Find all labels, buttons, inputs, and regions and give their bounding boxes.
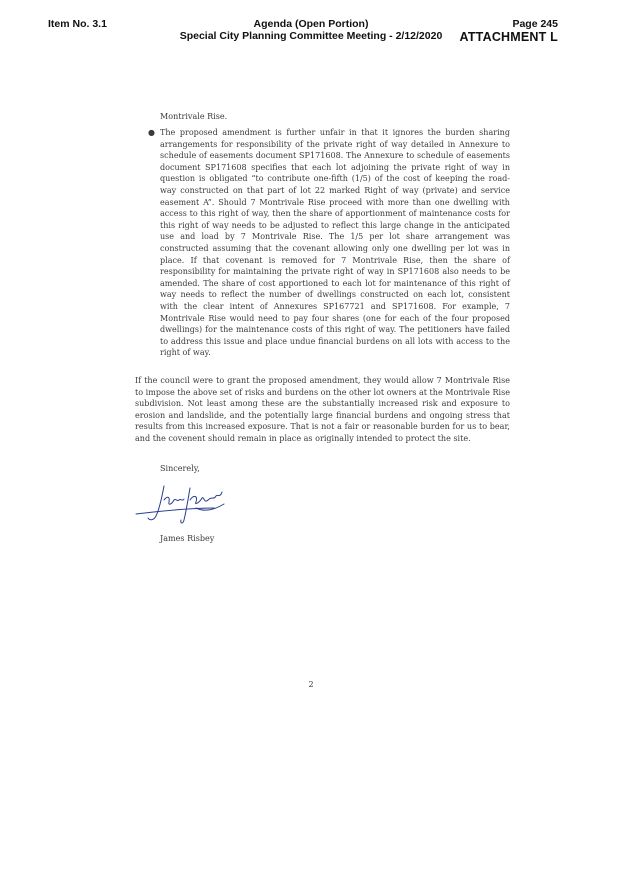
- salutation: Sincerely,: [160, 464, 200, 473]
- meeting-title: Special City Planning Committee Meeting - 2/12/2020: [179, 30, 443, 42]
- item-number: Item No. 3.1: [48, 18, 107, 30]
- continued-text: Montrivale Rise.: [160, 112, 228, 121]
- page-label: Page 245: [512, 18, 558, 30]
- page-header: [460, 18, 558, 43]
- page-number: 2: [308, 680, 314, 689]
- signer-name: James Risbey: [160, 534, 215, 543]
- agenda-title: Agenda (Open Portion): [253, 18, 369, 30]
- bullet-text: The proposed amendment is further unfair in that it ignores the burden sharing arrangements for responsibility of the private right of way detailed in Annexure to schedule of easements document SP171608. The Annexure to schedule of easements document SP171608 specifies that each lot adjoining the private right of way in question is obligated “to contribute one-fifth (1/5) of the cost of keeping the road-way constructed on that part of lot 22 marked Right of way (private) and service easement A”. Should 7 Montrivale Rise proceed with more than one dwelling with access to this right of way, then the share of apportionment of maintenance costs for this right of way needs to be adjusted to reflect this large change in the anticipated use and load by 7 Montrivale Rise. The 1/5 per lot share arrangement was constructed assuming that the covenant allowing only one dwelling per lot was in place. If that covenant is removed for 7 Montrivale Rise, then the share of responsibility for maintaining the private right of way in SP171608 also needs to be amended. The share of cost apportioned to each lot for maintenance of this right of way needs to reflect the number of dwellings constructed on each lot, consistent with the clear intent of Annexures SP167721 and SP171608. For example, 7 Montrivale Rise would need to pay four shares (one for each of the four proposed dwellings) for the maintenance costs of this right of way. The petitioners have failed to address this issue and place undue financial burdens on all lots with access to the right of way.: [160, 128, 510, 358]
- closing-paragraph: If the council were to grant the proposed amendment, they would allow 7 Montrivale Rise to impose the above set of risks and burdens on the other lot owners at the Montrivale Rise subdivision. Not least among these are the substantially increased risk and exposure to erosion and landslide, and the potentially large financial burdens and ongoing stress that results from this increased exposure. That is not a fair or reasonable burden for us to bear, and the covenent should remain in place as originally intended to protect the site.: [135, 376, 510, 443]
- bullet-icon: ●: [148, 128, 155, 137]
- signature-image: [134, 478, 234, 528]
- attachment-label: ATTACHMENT L: [459, 30, 558, 44]
